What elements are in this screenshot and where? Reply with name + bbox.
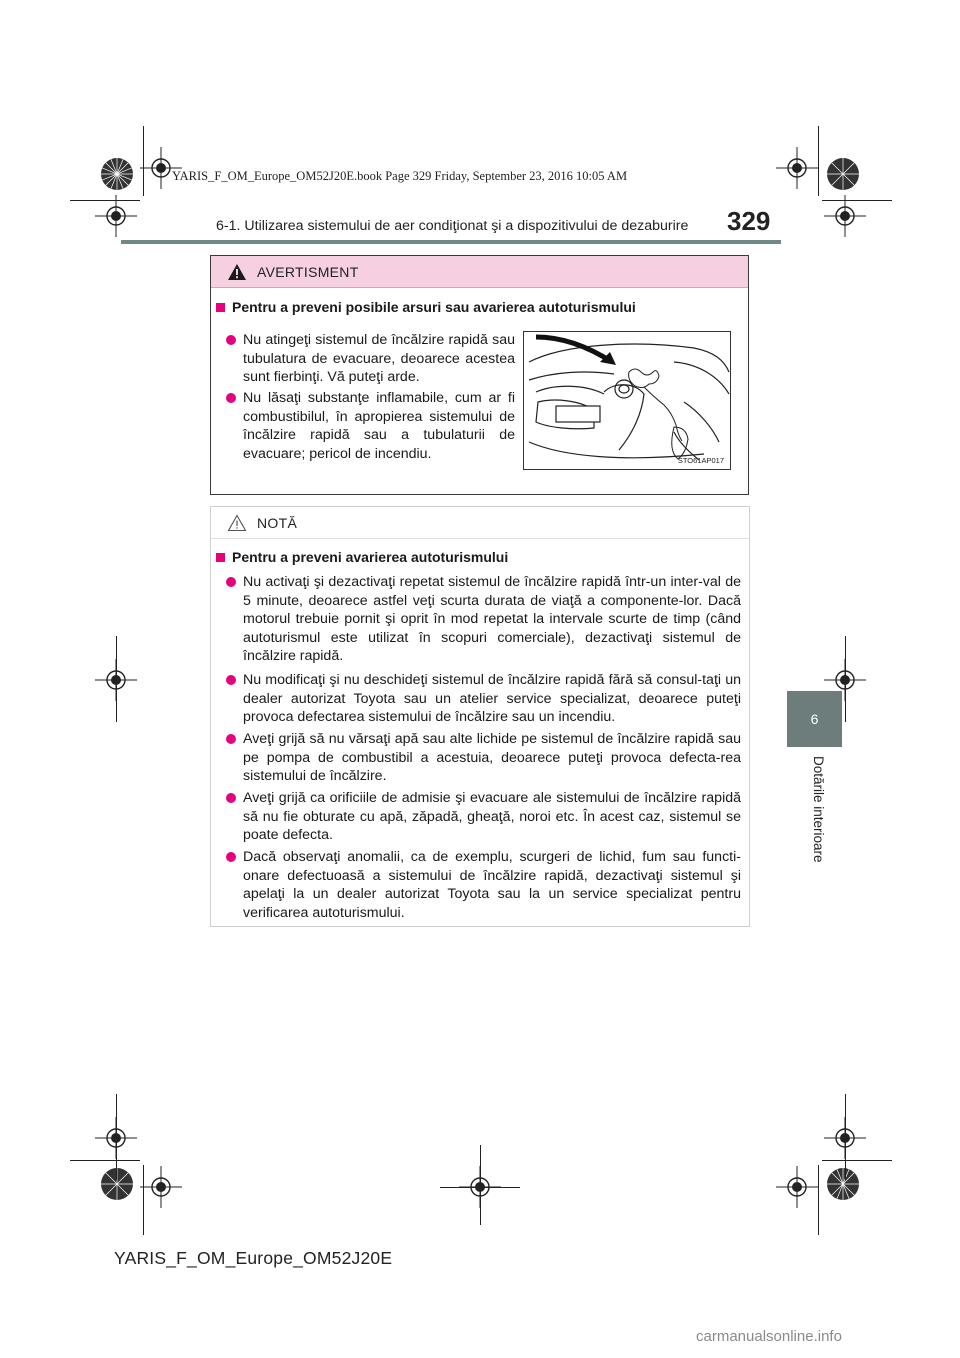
warning-bullet — [243, 331, 515, 387]
note-bullet — [243, 848, 741, 922]
caution-triangle-icon — [227, 514, 247, 532]
note-bullet-text: Aveţi grijă să nu vărsaţi apă sau alte lichide pe sistemul de încălzire rapidă sau pe pompa de combustibil a acestuia, deoarece puteţi provoca defecta-rea sistemului de încălzire. — [243, 731, 741, 785]
note-bullet-text: Dacă observaţi anomalii, ca de exemplu, scurgeri de lichid, fum sau functi-onare defectuoasă a sistemului de încălzire rapidă, dezactivaţi sistemul şi apelaţi la un dealer autorizat Toyota sau la un service specializat pentru verificarea autoturismului. — [243, 849, 741, 921]
bullet-dot-icon — [226, 393, 236, 403]
crosshair-mark-icon — [824, 195, 866, 237]
registration-mark-icon — [826, 1167, 860, 1201]
watermark-link[interactable]: carmanualsonline.info — [696, 1328, 842, 1345]
crop-line — [116, 1094, 117, 1180]
bullet-dot-icon — [226, 793, 236, 803]
registration-mark-icon — [100, 1167, 134, 1201]
note-label: NOTĂ — [257, 514, 298, 531]
square-bullet-icon — [216, 303, 225, 312]
crop-line — [143, 126, 144, 196]
chapter-tab — [787, 691, 842, 747]
registration-mark-icon — [100, 157, 134, 191]
note-heading-text: Pentru a preveni avarierea autoturismului — [232, 549, 509, 565]
crosshair-mark-icon — [776, 147, 818, 189]
section-title: 6-1. Utilizarea sistemului de aer condiţionat şi a dispozitivului de dezaburire — [216, 218, 689, 234]
warning-bullet-text: Nu atingeţi sistemul de încălzire rapidă sau tubulatura de evacuare, deoarece acestea sunt fierbinţi. Vă puteţi arde. — [243, 332, 515, 386]
note-bullet — [243, 573, 741, 666]
crop-line — [116, 636, 117, 722]
crop-line — [70, 200, 140, 201]
crop-line — [818, 1165, 819, 1235]
header-rule — [121, 240, 781, 244]
crosshair-mark-icon — [776, 1166, 818, 1208]
crop-line — [822, 1160, 892, 1161]
chapter-number: 6 — [810, 711, 819, 727]
crop-line — [818, 126, 819, 196]
warning-bullet-text: Nu lăsaţi substanţe inflamabile, cum ar fi combustibilul, în apropierea sistemului de încălzire rapidă sau a tubulaturii de evacuare; pericol de incendiu. — [243, 390, 515, 462]
car-front-illustration — [523, 331, 731, 470]
crosshair-mark-icon — [140, 1166, 182, 1208]
note-bullet — [243, 671, 741, 727]
note-bullet-text: Nu activaţi şi dezactivaţi repetat sistemul de încălzire rapidă într-un inter-val de 5 minute, deoarece astfel veţi scurta durata de viaţă a componente-lor. Dacă motorul trebuie pornit şi oprit în mod repetat la intervale scurte de timp (când autoturismul este utilizat în scopuri comerciale), dezactivaţi sistemul de încălzire rapidă. — [243, 574, 741, 665]
bullet-dot-icon — [226, 734, 236, 744]
crosshair-mark-icon — [95, 195, 137, 237]
footer-code: YARIS_F_OM_Europe_OM52J20E — [114, 1248, 393, 1268]
crop-line — [143, 1165, 144, 1235]
note-bullet — [243, 730, 741, 786]
page-number: 329 — [727, 206, 771, 236]
bullet-dot-icon — [226, 335, 236, 345]
note-heading — [216, 549, 508, 565]
note-bullet — [243, 789, 741, 845]
note-bullet-text: Nu modificaţi şi nu deschideţi sistemul de încălzire rapidă fără să consul-taţi un dealer autorizat Toyota sau un atelier service specializat, deoarece puteţi provoca defectarea sistemului de încălzire sau un incendiu. — [243, 672, 741, 726]
note-header — [211, 507, 749, 539]
warning-label: AVERTISMENT — [257, 263, 359, 280]
registration-mark-icon — [826, 157, 860, 191]
bullet-dot-icon — [226, 675, 236, 685]
crop-line — [70, 1160, 140, 1161]
note-bullet-text: Aveţi grijă ca orificiile de admisie şi evacuare ale sistemului de încălzire rapidă să nu fie obturate cu apă, zăpadă, gheaţă, noroi etc. În acest caz, sistemul se poate defecta. — [243, 790, 741, 844]
crop-line — [845, 1094, 846, 1180]
warning-heading — [216, 299, 636, 315]
bullet-dot-icon — [226, 852, 236, 862]
warning-bullet — [243, 389, 515, 463]
book-info: YARIS_F_OM_Europe_OM52J20E.book Page 329 Friday, September 23, 2016 10:05 AM — [172, 169, 628, 183]
chapter-title: Dotările interioare — [811, 756, 826, 863]
figure-code: STO61AP017 — [677, 456, 724, 465]
warning-header — [211, 256, 748, 288]
car-front-drawing — [524, 332, 730, 469]
square-bullet-icon — [216, 553, 225, 562]
crop-line — [480, 1145, 481, 1225]
warning-triangle-icon — [227, 263, 247, 281]
warning-heading-text: Pentru a preveni posibile arsuri sau avarierea autoturismului — [232, 299, 636, 315]
bullet-dot-icon — [226, 577, 236, 587]
crop-line — [822, 200, 892, 201]
crop-line — [845, 636, 846, 722]
